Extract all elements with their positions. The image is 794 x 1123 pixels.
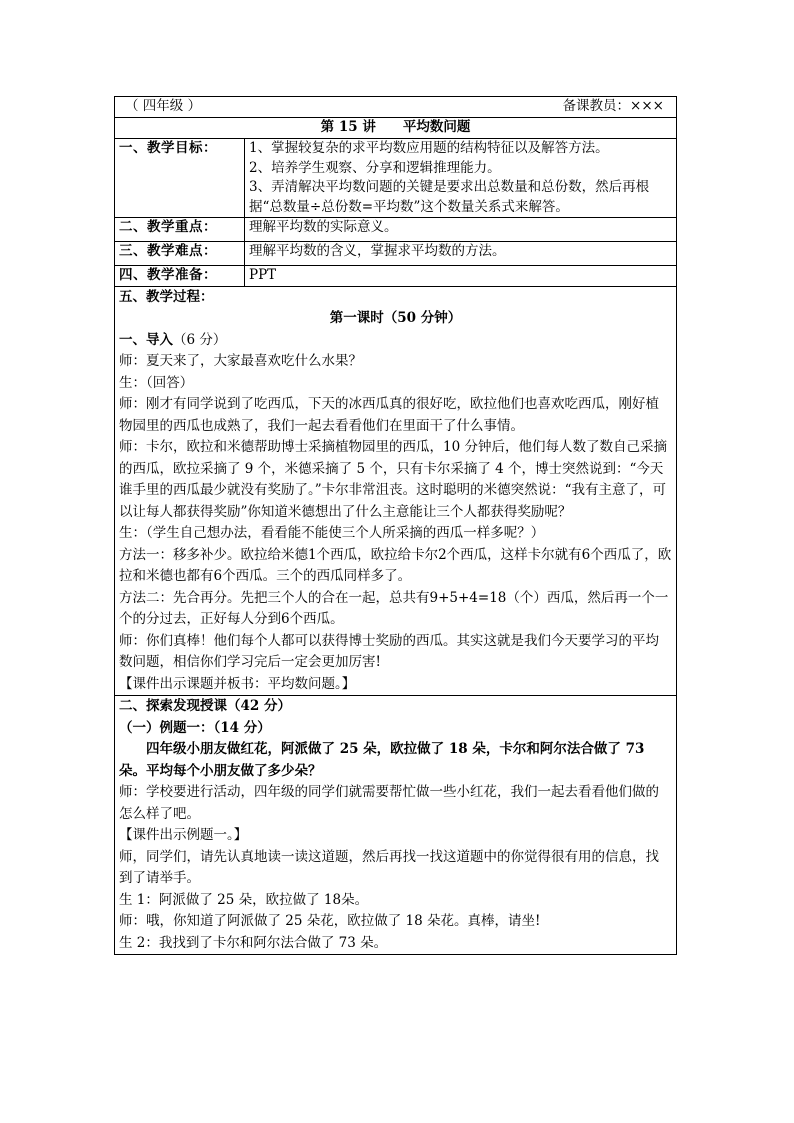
process-row [115, 286, 677, 696]
difficulty-label: 三、教学难点： [115, 242, 245, 266]
prep-label: 四、教学准备： [115, 266, 245, 287]
process-line: 师：刚才有同学说到了吃西瓜，下天的冰西瓜真的很好吃，欧拉他们也喜欢吃西瓜，刚好植物园里的西瓜也成熟了，我们一起去看看他们在里面干了什么事情。 [119, 396, 659, 434]
example-problem: 四年级小朋友做红花，阿派做了 25 朵，欧拉做了 18 朵，卡尔和阿尔法合做了 73 朵。平均每个小朋友做了多少朵？ [119, 741, 645, 779]
process-line: 方法二：先合再分。先把三个人的合在一起，总共有9+5+4=18（个）西瓜，然后再一个一个的分过去，正好每人分到6个西瓜。 [119, 589, 669, 627]
difficulty-row [115, 242, 677, 266]
explore-line: 师：学校要进行活动，四年级的同学们就需要帮忙做一些小红花，我们一起去看看他们做的怎么样了吧。 [119, 784, 659, 822]
goals-label: 一、教学目标： [115, 139, 245, 218]
process-line: 方法一：移多补少。欧拉给米德1个西瓜，欧拉给卡尔2个西瓜，这样卡尔就有6个西瓜了，欧拉和米德也都有6个西瓜。三个的西瓜同样多了。 [119, 546, 672, 584]
explore-line: 【课件出示例题一。】 [119, 827, 248, 843]
explore-content [115, 696, 677, 955]
explore-row [115, 696, 677, 955]
explore-line: 师，同学们，请先认真地读一读这道题，然后再找一找这道题中的你觉得很有用的信息，找到了请举手。 [119, 848, 659, 886]
goal-item: 1、掌握较复杂的求平均数应用题的结构特征以及解答方法。 [249, 140, 609, 156]
process-line: 生：（回答） [119, 374, 194, 391]
grade-label: （ 四年级 ） [125, 98, 202, 114]
goal-item: 2、培养学生观察、分享和逻辑推理能力。 [249, 159, 501, 176]
explore-line: 生 1：阿派做了 25 朵，欧拉做了 18朵。 [119, 891, 369, 908]
lesson-plan-table [114, 96, 677, 955]
process-label: 五、教学过程： [119, 288, 214, 305]
goal-item: 3、弄清解决平均数问题的关键是要求出总数量和总份数，然后再根据“总数量÷总份数=平均数”这个数量关系式来解答。 [249, 179, 650, 215]
process-content [115, 286, 677, 696]
process-line: 师：你们真棒！他们每个人都可以获得博士奖励的西瓜。其实这就是我们今天要学习的平均数问题，相信你们学习完后一定会更加厉害! [119, 632, 659, 670]
explore-heading: 二、探索发现授课（42 分） [119, 698, 291, 714]
intro-heading-line [119, 330, 672, 352]
key-point-value: 理解平均数的实际意义。 [245, 218, 677, 242]
process-line: 师：夏天来了，大家最喜欢吃什么水果？ [119, 353, 362, 369]
goals-content [245, 139, 677, 218]
goals-row [115, 139, 677, 218]
key-point-label: 二、教学重点： [115, 218, 245, 242]
key-point-row [115, 218, 677, 242]
intro-heading: 一、导入 [119, 331, 173, 348]
process-line: 师：卡尔，欧拉和米德帮助博士采摘植物园里的西瓜，10 分钟后，他们每人数了数自己采摘的西瓜，欧拉采摘了 9 个，米德采摘了 5 个，只有卡尔采摘了 4 个，博士突然说到：“今天谁手里的西瓜最少就没有奖励了。”卡尔非常沮丧。这时聪明的米德突然说：“我有主意了，可以让每人都获得奖励”你知道米德想出了什么主意能让三个人都获得奖励呢？ [119, 439, 667, 520]
teacher-label: 备课教员：××× [562, 98, 664, 114]
class-title: 第一课时（50 分钟） [329, 310, 462, 326]
title-row [115, 118, 677, 139]
difficulty-value: 理解平均数的含义，掌握求平均数的方法。 [245, 242, 677, 266]
lesson-plan-page [114, 96, 676, 955]
process-line: 【课件出示课题并板书：平均数问题。】 [119, 675, 356, 692]
intro-time: （6 分） [173, 331, 227, 348]
explore-line: 生 2：我找到了卡尔和阿尔法合做了 73 朵。 [119, 934, 388, 951]
example-heading: （一）例题一：（14 分） [119, 719, 271, 736]
header-row [115, 97, 677, 118]
lesson-title: 第 15 讲 平均数问题 [320, 119, 471, 135]
prep-row [115, 266, 677, 287]
prep-value: PPT [245, 266, 677, 287]
process-line: 生：（学生自己想办法，看看能不能使三个人所采摘的西瓜一样多呢？） [119, 525, 545, 541]
explore-line: 师：哦，你知道了阿派做了 25 朵花，欧拉做了 18 朵花。真棒，请坐! [119, 913, 541, 929]
